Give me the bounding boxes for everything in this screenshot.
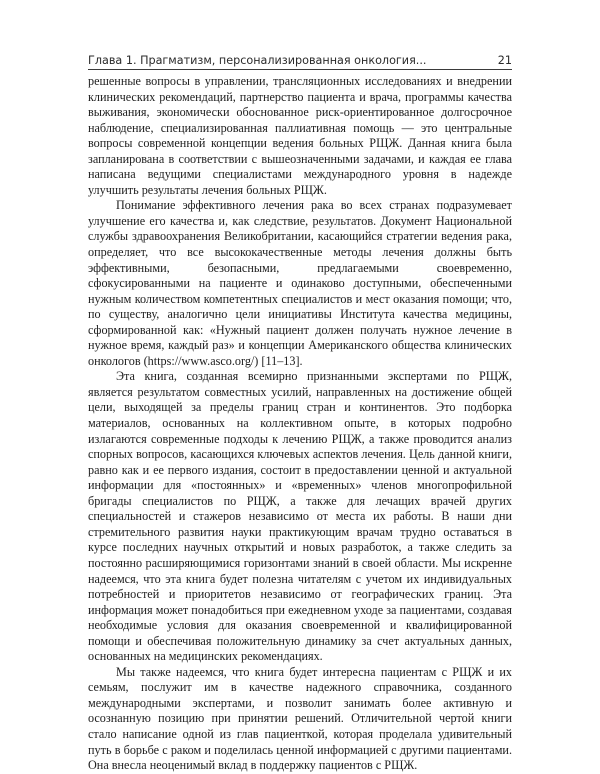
- page-number: 21: [497, 54, 512, 67]
- chapter-title: Глава 1. Прагматизм, персонализированная онкология...: [88, 54, 427, 67]
- header-divider: [88, 69, 512, 70]
- paragraph: Понимание эффективного лечения рака во всех странах подразумевает улучшение его качества и, как следствие, результатов. Документ Национальной службы здравоохранения Великобритании, касающийся стратегии ведения рака, определяет, что все высококачественные методы лечения должны быть эффективными, безопасными, предлагаемыми своевременно, сфокусированными на пациенте и одинаково доступными, обеспеченными нужным количеством компетентных специалистов и мест оказания помощи; что, по существу, аналогично цели инициативы Института качества медицины, сформированной как: «Нужный пациент должен получать нужное лечение в нужное время, каждый раз» и концепции Американского общества клинических онкологов (https://www.asco.org/) [11–13].: [88, 198, 512, 368]
- paragraph: Эта книга, созданная всемирно признанными экспертами по РЩЖ, является результатом совместных усилий, направленных на достижение общей цели, выходящей за пределы границ стран и континентов. Это подборка материалов, основанных на коллективном опыте, в которых подробно излагаются современные подходы к лечению РЩЖ, а также проводится анализ спорных вопросов, касающихся ключевых аспектов лечения. Цель данной книги, равно как и ее первого издания, состоит в предоставлении ценной и актуальной информации для «постоянных» и «временных» членов многопрофильной бригады специалистов по РЩЖ, а также для лечащих врачей других специальностей и стажеров независимо от места их работы. В наши дни стремительного развития науки практикующим врачам трудно оставаться в курсе последних научных открытий и новых разработок, а также следить за постоянно расширяющимися горизонтами знаний в своей области. Мы искренне надеемся, что эта книга будет полезна читателям с учетом их индивидуальных потребностей и приоритетов независимо от географических границ. Эта информация может понадобиться при ежедневном уходе за пациентами, создавая необходимые условия для оказания своевременной и квалифицированной помощи и обеспечивая положительную динамику за счет актуальных данных, основанных на медицинских рекомендациях.: [88, 369, 512, 664]
- running-head: [88, 49, 512, 67]
- paragraph: решенные вопросы в управлении, трансляционных исследованиях и внедрении клинических рекомендаций, партнерство пациента и врача, программы качества выживания, экономически обоснованное риск-ориентированное долгосрочное наблюдение, специализированная паллиативная помощь — это центральные вопросы современной концепции ведения больных РЩЖ. Данная книга была запланирована в соответствии с вышеозначенными задачами, и каждая ее глава написана ведущими специалистами международного уровня в надежде улучшить результаты лечения больных РЩЖ.: [88, 74, 512, 197]
- paragraph: Мы также надеемся, что книга будет интересна пациентам с РЩЖ и их семьям, послужит им в качестве надежного справочника, созданного международными экспертами, и позволит занимать более активную и осознанную позицию при принятии решений. Отличительной чертой книги стало написание одной из глав пациенткой, которая проделала удивительный путь в борьбе с раком и поделилась ценной информацией с другими пациентами. Она внесла неоценимый вклад в поддержку пациентов с РЩЖ.: [88, 664, 512, 773]
- body-text: [88, 74, 512, 774]
